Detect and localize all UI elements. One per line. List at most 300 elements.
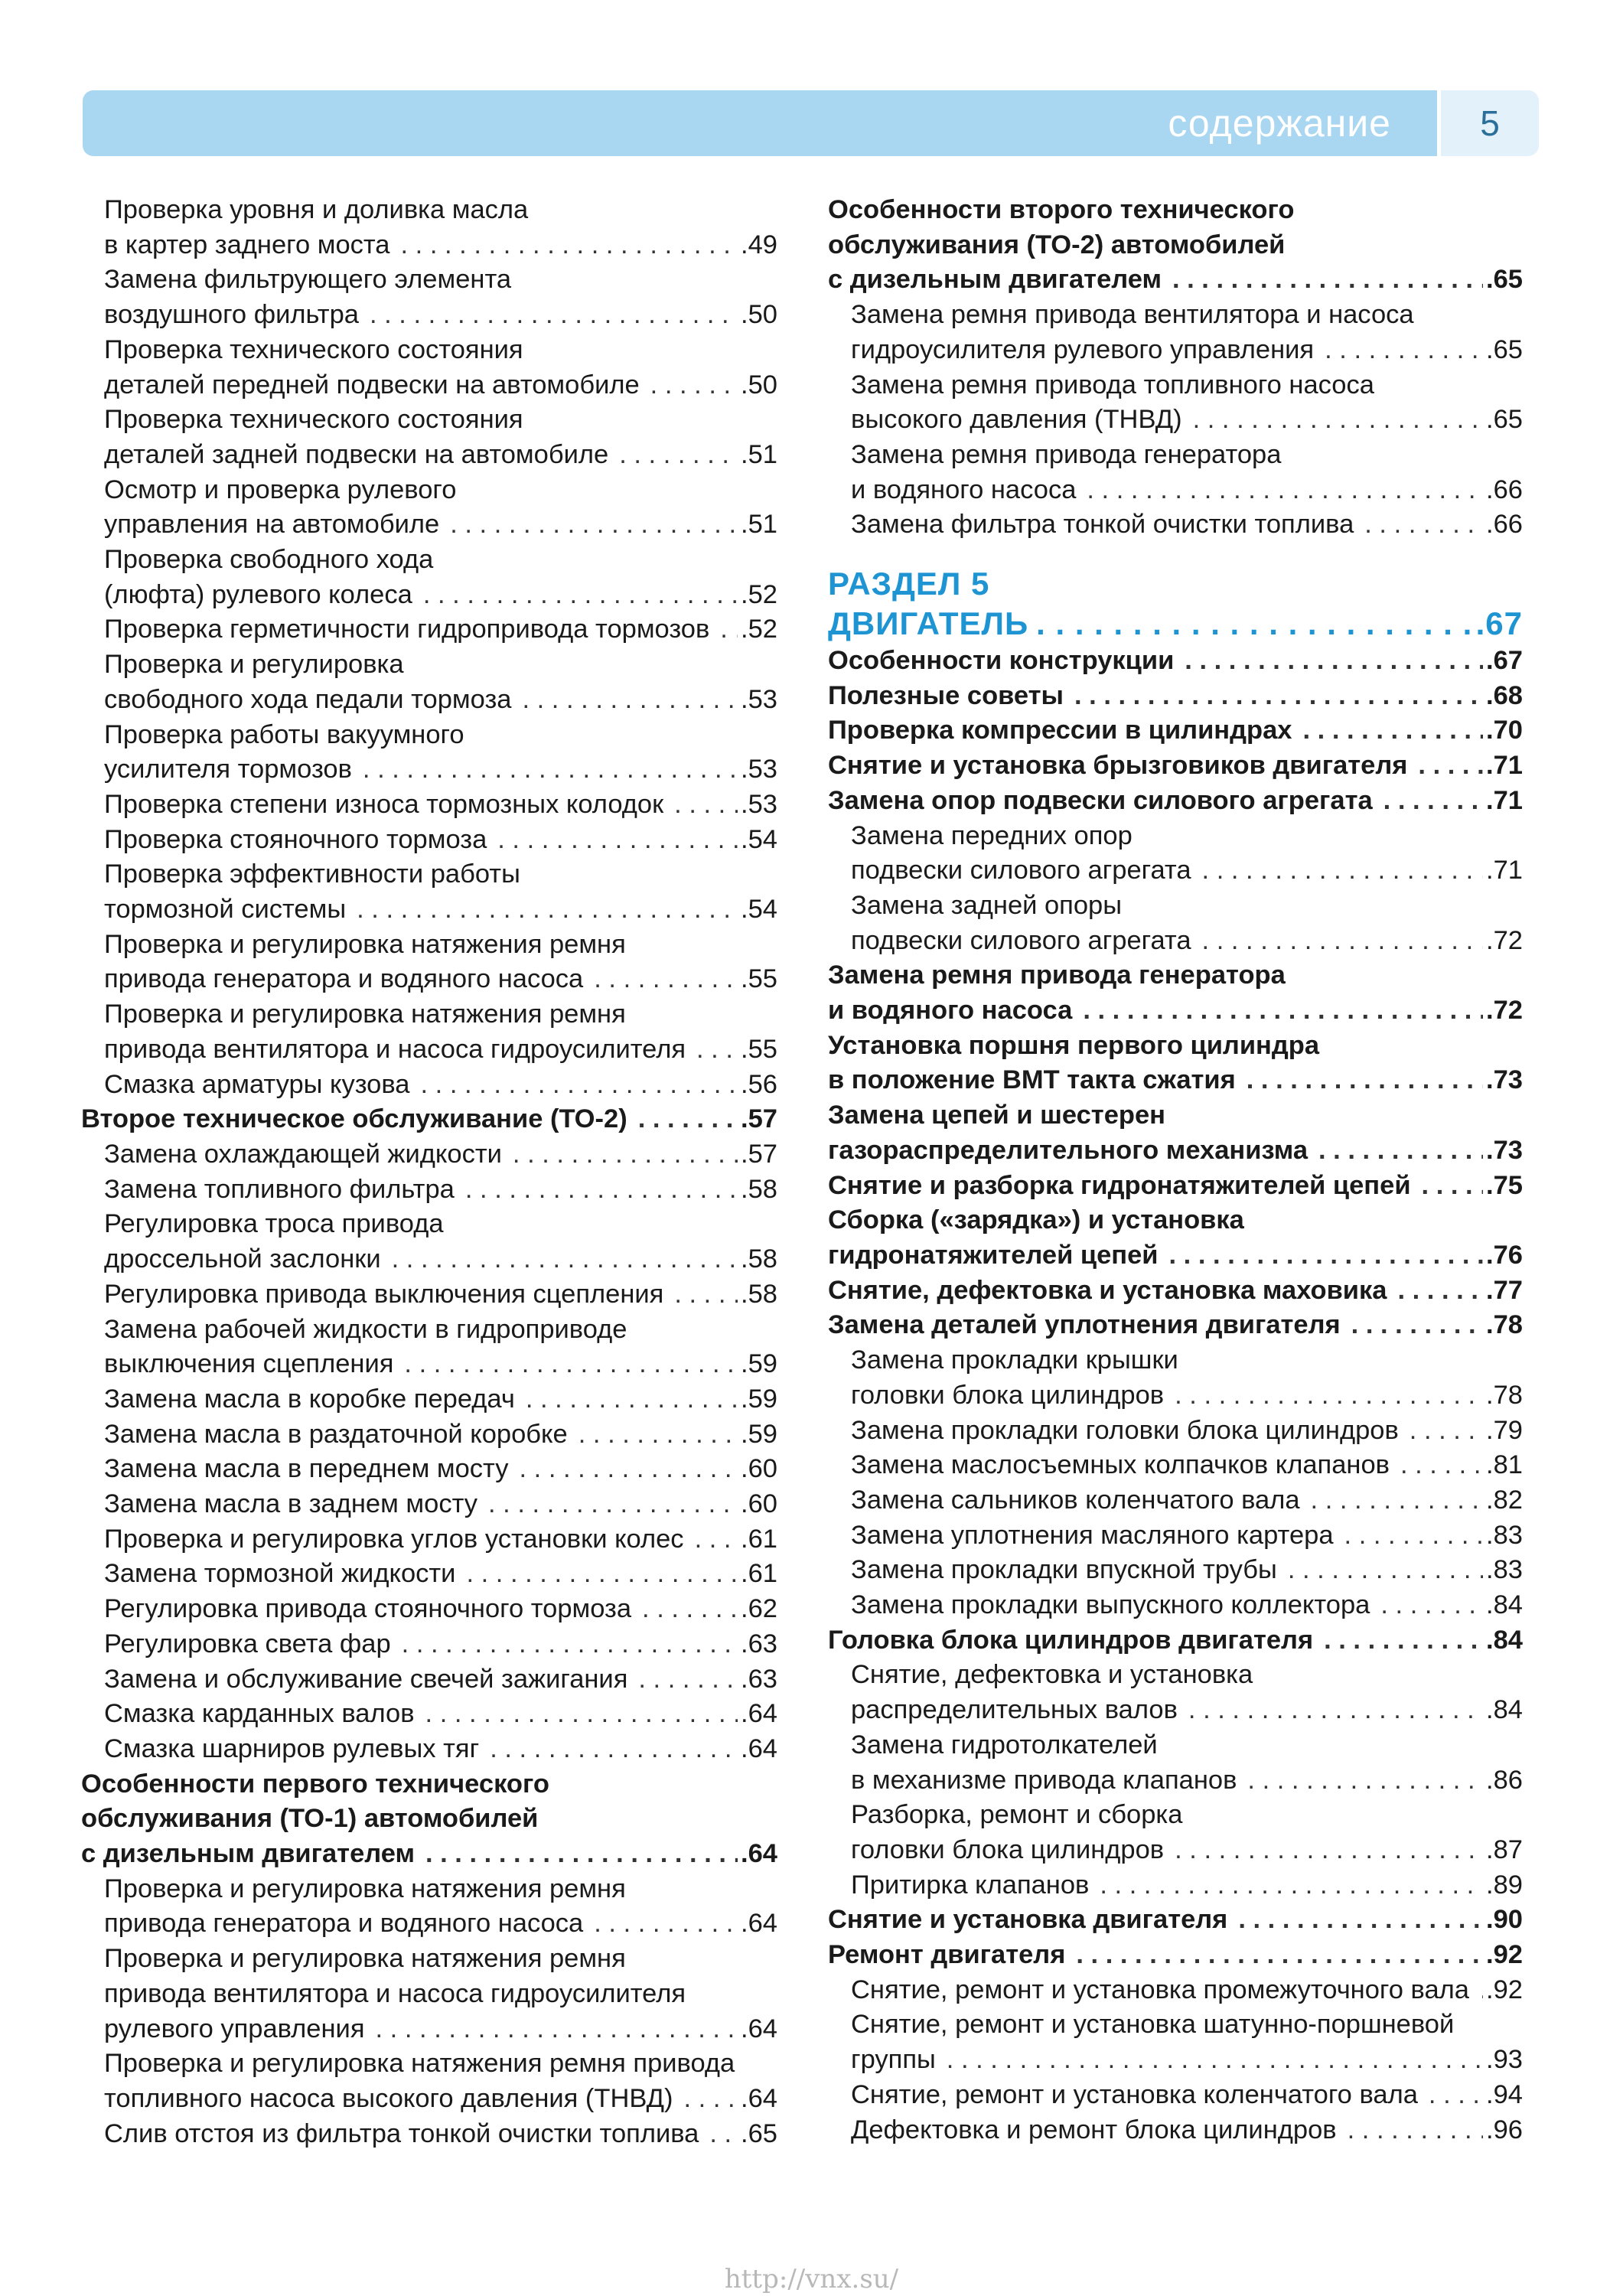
toc-entry-text: с дизельным двигателем <box>828 265 1162 295</box>
leader-dots <box>1422 1169 1484 1204</box>
toc-entry-text: Проверка герметичности гидропривода тормозов <box>104 615 710 644</box>
toc-entry-text: Замена деталей уплотнения двигателя <box>828 1310 1341 1340</box>
toc-entry[interactable] <box>828 819 1523 889</box>
leader-dots <box>1172 263 1483 298</box>
toc-entry[interactable] <box>81 1452 777 1487</box>
toc-entry[interactable] <box>828 298 1523 367</box>
leader-dots <box>1100 1868 1483 1903</box>
leader-dots <box>1202 924 1484 959</box>
toc-page-number: .94 <box>1486 2079 1523 2109</box>
toc-entry-text: Проверка и регулировка <box>104 650 404 680</box>
toc-entry[interactable] <box>81 1137 777 1172</box>
toc-page-number: .65 <box>1486 265 1523 295</box>
toc-entry[interactable] <box>81 1487 777 1522</box>
leader-dots <box>638 1662 738 1698</box>
toc-entry[interactable] <box>81 612 777 647</box>
toc-entry[interactable] <box>828 507 1523 543</box>
toc-entry-text: привода вентилятора и насоса гидроусилителя <box>104 1034 686 1064</box>
leader-dots <box>1087 473 1483 508</box>
toc-page-number: .60 <box>741 1454 777 1484</box>
toc-entry[interactable] <box>81 1942 777 2047</box>
toc-page-number: .78 <box>1486 1310 1523 1340</box>
toc-page-number: .90 <box>1486 1905 1523 1935</box>
toc-entry[interactable] <box>828 1343 1523 1413</box>
toc-entry[interactable] <box>81 1382 777 1417</box>
toc-chapter-entry[interactable] <box>828 1623 1523 1658</box>
toc-page-number: .84 <box>1486 1695 1523 1725</box>
toc-page-number: .83 <box>1486 1520 1523 1550</box>
toc-entry-text: Проверка и регулировка натяжения ремня <box>104 1944 626 1974</box>
section-title-row[interactable] <box>828 604 1523 644</box>
toc-entry-text: тормозной системы <box>104 895 347 925</box>
toc-entry-text: Снятие и установка двигателя <box>828 1905 1228 1935</box>
leader-dots <box>1074 679 1483 714</box>
toc-entry[interactable] <box>81 1277 777 1313</box>
toc-page-number: .64 <box>741 1839 777 1869</box>
toc-entry[interactable] <box>81 1697 777 1732</box>
toc-entry-text: в положение ВМТ такта сжатия <box>828 1065 1236 1095</box>
toc-entry-text: Проверка уровня и доливка масла <box>104 195 529 224</box>
leader-dots <box>466 1557 738 1592</box>
toc-entry-text: Проверка и регулировка натяжения ремня привода <box>104 2049 735 2079</box>
toc-chapter-entry[interactable] <box>828 1274 1523 1309</box>
leader-dots <box>1202 853 1484 889</box>
toc-chapter-entry[interactable] <box>828 193 1523 298</box>
section-title-text: ДВИГАТЕЛЬ <box>828 605 1029 642</box>
toc-entry-text: Замена гидротолкателей <box>851 1730 1158 1760</box>
leader-dots <box>1318 1133 1483 1169</box>
toc-entry[interactable] <box>81 1313 777 1382</box>
section-label-text: РАЗДЕЛ 5 <box>828 566 990 602</box>
leader-dots <box>1324 1623 1483 1658</box>
toc-entry-text: и водяного насоса <box>828 996 1073 1026</box>
toc-entry-text: Замена топливного фильтра <box>104 1174 455 1204</box>
toc-entry-text: привода генератора и водяного насоса <box>104 1909 584 1939</box>
toc-entry[interactable] <box>81 1417 777 1453</box>
leader-dots <box>1344 1518 1484 1554</box>
toc-entry[interactable] <box>81 1732 777 1767</box>
toc-entry[interactable] <box>828 1518 1523 1554</box>
toc-page-number: .59 <box>741 1419 777 1449</box>
leader-dots <box>638 1102 738 1137</box>
toc-page-number: .58 <box>741 1174 777 1204</box>
toc-entry-text: Замена прокладки впускной трубы <box>851 1555 1277 1585</box>
toc-page-number: .50 <box>741 370 777 400</box>
toc-entry-text: в картер заднего моста <box>104 230 390 259</box>
toc-entry[interactable] <box>81 1592 777 1627</box>
leader-dots <box>488 1487 738 1522</box>
toc-entry[interactable] <box>81 1557 777 1592</box>
toc-page-number: .55 <box>741 1034 777 1064</box>
toc-page-number: .64 <box>741 1733 777 1763</box>
toc-page-number: .65 <box>1486 405 1523 435</box>
toc-chapter-entry[interactable] <box>828 958 1523 1028</box>
toc-page-number: .73 <box>1486 1065 1523 1095</box>
toc-entry-text: Замена задней опоры <box>851 890 1123 920</box>
toc-entry-text: Снятие и разборка гидронатяжителей цепей <box>828 1170 1411 1200</box>
toc-entry-text: Проверка работы вакуумного <box>104 719 464 749</box>
leader-dots <box>376 2012 738 2047</box>
toc-entry-text: Замена ремня привода топливного насоса <box>851 370 1374 400</box>
toc-entry[interactable] <box>81 1207 777 1277</box>
toc-page-number: .55 <box>741 964 777 994</box>
leader-dots <box>522 683 738 718</box>
toc-right-bottom <box>828 644 1523 2148</box>
toc-page-number: .72 <box>1486 996 1523 1026</box>
toc-entry-text: Проверка и регулировка углов установки колес <box>104 1524 684 1554</box>
toc-entry[interactable] <box>828 1973 1523 2008</box>
toc-chapter-entry[interactable] <box>828 1169 1523 1204</box>
leader-dots <box>1193 403 1483 438</box>
toc-page-number: .83 <box>1486 1555 1523 1585</box>
toc-page-number: .53 <box>741 789 777 819</box>
toc-entry-text: Особенности конструкции <box>828 646 1175 676</box>
leader-dots <box>421 1068 738 1103</box>
toc-entry-text: Замена фильтрующего элемента <box>104 265 512 295</box>
leader-dots <box>1303 713 1484 748</box>
toc-entry-text: и водяного насоса <box>851 475 1077 504</box>
toc-entry[interactable] <box>828 1868 1523 1903</box>
toc-entry-text: управления на автомобиле <box>104 510 440 540</box>
toc-entry-text: Замена прокладки выпускного коллектора <box>851 1590 1370 1620</box>
leader-dots <box>720 612 738 647</box>
toc-page-number: .58 <box>741 1244 777 1274</box>
toc-entry-text: Смазка карданных валов <box>104 1699 415 1729</box>
leader-dots <box>684 2082 738 2117</box>
toc-entry-text: Осмотр и проверка рулевого <box>104 475 457 504</box>
toc-entry-text: Особенности первого технического <box>81 1769 549 1799</box>
toc-entry-text: Замена маслосъемных колпачков клапанов <box>851 1450 1390 1480</box>
toc-entry-text: Регулировка привода стояночного тормоза <box>104 1594 632 1624</box>
toc-page-number: .71 <box>1486 856 1523 885</box>
toc-entry-text: обслуживания (ТО-2) автомобилей <box>828 230 1286 259</box>
toc-chapter-entry[interactable] <box>828 1098 1523 1168</box>
toc-entry-text: Замена передних опор <box>851 820 1133 850</box>
toc-entry-text: Замена сальников коленчатого вала <box>851 1485 1300 1515</box>
leader-dots <box>696 1032 738 1068</box>
toc-entry-text: Снятие и установка брызговиков двигателя <box>828 751 1408 781</box>
toc-page-number: .49 <box>741 230 777 259</box>
leader-dots <box>650 368 738 403</box>
leader-dots <box>1311 1483 1483 1518</box>
toc-entry[interactable] <box>81 543 777 612</box>
toc-entry-text: Второе техническое обслуживание (ТО-2) <box>81 1104 627 1134</box>
leader-dots <box>526 1382 738 1417</box>
toc-page-number: .64 <box>741 2083 777 2113</box>
leader-dots <box>425 1697 738 1732</box>
leader-dots <box>519 1452 738 1487</box>
toc-entry-text: Замена прокладки крышки <box>851 1345 1178 1375</box>
toc-entry-text: Замена ремня привода вентилятора и насоса <box>851 300 1414 330</box>
toc-page-number: .92 <box>1486 1975 1523 2004</box>
toc-entry-text: Регулировка привода выключения сцепления <box>104 1279 664 1309</box>
toc-entry[interactable] <box>828 1588 1523 1623</box>
toc-entry[interactable] <box>828 1658 1523 1727</box>
toc-entry-text: дроссельной заслонки <box>104 1244 381 1274</box>
toc-entry-text: Замена масла в коробке передач <box>104 1384 515 1414</box>
toc-page-number: .56 <box>741 1069 777 1099</box>
toc-page-number: .61 <box>741 1524 777 1554</box>
toc-entry-text: Притирка клапанов <box>851 1870 1090 1900</box>
toc-entry-text: подвески силового агрегата <box>851 925 1191 955</box>
leader-dots <box>370 298 738 333</box>
leader-dots <box>578 1417 738 1453</box>
toc-entry[interactable] <box>81 1172 777 1208</box>
toc-entry-text: распределительных валов <box>851 1695 1178 1725</box>
toc-entry-text: Замена фильтра тонкой очистки топлива <box>851 510 1354 540</box>
leader-dots <box>1418 748 1483 784</box>
leader-dots <box>1288 1553 1483 1588</box>
toc-page-number: .63 <box>741 1664 777 1694</box>
toc-entry[interactable] <box>828 889 1523 958</box>
leader-dots <box>1083 993 1483 1029</box>
toc-entry-text: высокого давления (ТНВД) <box>851 405 1182 435</box>
toc-page-number: .62 <box>741 1594 777 1624</box>
toc-chapter-entry[interactable] <box>828 1203 1523 1273</box>
toc-page-number: .50 <box>741 300 777 330</box>
toc-entry-text: Ремонт двигателя <box>828 1940 1066 1970</box>
toc-entry-text: Замена прокладки головки блока цилиндров <box>851 1415 1399 1445</box>
toc-page-number: .59 <box>741 1384 777 1414</box>
toc-entry-text: Установка поршня первого цилиндра <box>828 1030 1320 1060</box>
leader-dots <box>1169 1238 1484 1274</box>
toc-page-number: .66 <box>1486 475 1523 504</box>
leader-dots <box>947 2043 1483 2078</box>
toc-entry[interactable] <box>81 333 777 403</box>
toc-page-number: .86 <box>1486 1765 1523 1795</box>
toc-entry[interactable] <box>81 403 777 472</box>
leader-dots <box>1238 1903 1483 1938</box>
leader-dots <box>1383 784 1483 819</box>
toc-entry-text: Замена рабочей жидкости в гидроприводе <box>104 1314 627 1344</box>
toc-entry-text: в механизме привода клапанов <box>851 1765 1237 1795</box>
toc-chapter-entry[interactable] <box>828 1308 1523 1343</box>
toc-chapter-entry[interactable] <box>828 679 1523 714</box>
toc-page-number: .78 <box>1486 1380 1523 1410</box>
toc-page-number: .52 <box>741 615 777 644</box>
toc-chapter-entry[interactable] <box>828 1029 1523 1098</box>
toc-entry[interactable] <box>81 1662 777 1698</box>
leader-dots <box>401 228 738 263</box>
toc-entry-text: Замена опор подвески силового агрегата <box>828 785 1373 815</box>
toc-entry-text: Замена уплотнения масляного картера <box>851 1520 1334 1550</box>
toc-page-number: .60 <box>741 1489 777 1519</box>
leader-dots <box>709 2117 738 2152</box>
toc-entry[interactable] <box>81 718 777 788</box>
leader-dots <box>1247 1063 1483 1098</box>
toc-page-number: .52 <box>741 579 777 609</box>
leader-dots <box>513 1137 738 1172</box>
toc-entry[interactable] <box>828 2007 1523 2077</box>
footer-url: http://vnx.su/ <box>724 2264 899 2294</box>
toc-page-number: .58 <box>741 1279 777 1309</box>
toc-page-number: .81 <box>1486 1450 1523 1480</box>
toc-entry-text: головки блока цилиндров <box>851 1835 1165 1864</box>
leader-dots <box>1429 2078 1483 2113</box>
leader-dots <box>1325 333 1483 368</box>
toc-right-column <box>828 193 1523 2148</box>
toc-entry-text: Дефектовка и ремонт блока цилиндров <box>851 2115 1337 2144</box>
toc-entry[interactable] <box>81 857 777 927</box>
toc-entry[interactable] <box>81 1068 777 1103</box>
toc-entry[interactable] <box>828 1414 1523 1449</box>
toc-entry[interactable] <box>828 1448 1523 1483</box>
leader-dots <box>402 1627 738 1662</box>
toc-entry-text: Замена и обслуживание свечей зажигания <box>104 1664 628 1694</box>
toc-chapter-entry[interactable] <box>828 784 1523 819</box>
toc-entry-text: привода генератора и водяного насоса <box>104 964 584 994</box>
toc-entry-text: Проверка эффективности работы <box>104 859 520 889</box>
toc-page-number: .84 <box>1486 1590 1523 1620</box>
leader-dots <box>594 1906 738 1942</box>
toc-entry-text: Проверка и регулировка натяжения ремня <box>104 929 626 959</box>
toc-entry-text: Проверка степени износа тормозных колодок <box>104 789 664 819</box>
toc-entry[interactable] <box>828 368 1523 438</box>
toc-chapter-entry[interactable] <box>828 713 1523 748</box>
toc-page-number: .70 <box>1486 716 1523 745</box>
toc-entry-text: обслуживания (ТО-1) автомобилей <box>81 1804 539 1834</box>
toc-entry[interactable] <box>828 2078 1523 2113</box>
toc-entry-text: Проверка свободного хода <box>104 545 434 575</box>
section-page: .67 <box>1475 605 1523 642</box>
toc-entry-text: Особенности второго технического <box>828 195 1295 224</box>
toc-entry[interactable] <box>81 2117 777 2152</box>
toc-entry-text: привода вентилятора и насоса гидроусилителя <box>104 1978 686 2008</box>
leader-dots <box>1480 1973 1483 2008</box>
toc-chapter-entry[interactable] <box>81 1102 777 1137</box>
header-bar <box>83 90 1437 156</box>
leader-dots <box>425 1837 738 1872</box>
leader-dots <box>465 1172 738 1208</box>
toc-entry[interactable] <box>81 2047 777 2116</box>
toc-entry[interactable] <box>828 1728 1523 1798</box>
toc-page-number: .57 <box>741 1104 777 1134</box>
toc-entry[interactable] <box>81 1627 777 1662</box>
toc-entry[interactable] <box>81 997 777 1067</box>
leader-dots <box>1397 1274 1483 1309</box>
toc-page-number: .82 <box>1486 1485 1523 1515</box>
toc-entry[interactable] <box>81 1522 777 1557</box>
toc-entry-text: деталей передней подвески на автомобиле <box>104 370 640 400</box>
toc-entry-text: Головка блока цилиндров двигателя <box>828 1625 1314 1655</box>
leader-dots <box>674 788 738 823</box>
toc-page-number: .96 <box>1486 2115 1523 2144</box>
section-label <box>828 564 1523 604</box>
toc-entry[interactable] <box>828 2113 1523 2148</box>
toc-entry[interactable] <box>81 473 777 543</box>
toc-chapter-entry[interactable] <box>828 644 1523 679</box>
toc-entry[interactable] <box>828 438 1523 507</box>
toc-entry-text: головки блока цилиндров <box>851 1380 1165 1410</box>
toc-entry-text: Замена цепей и шестерен <box>828 1101 1165 1130</box>
toc-entry[interactable] <box>81 788 777 823</box>
toc-chapter-entry[interactable] <box>828 748 1523 784</box>
toc-entry-text: Замена ремня привода генератора <box>828 960 1286 990</box>
toc-page-number: .73 <box>1486 1135 1523 1165</box>
toc-page-number: .71 <box>1486 785 1523 815</box>
toc-entry-text: Полезные советы <box>828 680 1064 710</box>
toc-entry-text: Замена тормозной жидкости <box>104 1559 456 1589</box>
toc-entry-text: Проверка технического состояния <box>104 405 523 435</box>
toc-page-number: .53 <box>741 755 777 784</box>
leader-dots <box>363 752 738 788</box>
toc-entry-text: рулевого управления <box>104 2014 365 2043</box>
toc-entry-text: деталей задней подвески на автомобиле <box>104 439 609 469</box>
toc-entry-text: Замена масла в заднем мосту <box>104 1489 478 1519</box>
toc-page-number: .79 <box>1486 1415 1523 1445</box>
toc-entry-text: Снятие, ремонт и установка шатунно-поршневой <box>851 2010 1455 2040</box>
toc-entry-text: Снятие, дефектовка и установка <box>851 1660 1253 1690</box>
toc-entry[interactable] <box>81 928 777 997</box>
toc-entry-text: Проверка и регулировка натяжения ремня <box>104 1874 626 1903</box>
toc-entry-text: Регулировка троса привода <box>104 1209 444 1239</box>
toc-entry[interactable] <box>81 647 777 717</box>
toc-entry-text: свободного хода педали тормоза <box>104 684 512 714</box>
toc-chapter-entry[interactable] <box>81 1767 777 1872</box>
toc-left-column <box>81 193 777 2151</box>
toc-entry-text: Смазка арматуры кузова <box>104 1069 410 1099</box>
toc-entry[interactable] <box>81 823 777 858</box>
toc-entry-text: Проверка компрессии в цилиндрах <box>828 716 1292 745</box>
toc-entry-text: (люфта) рулевого колеса <box>104 579 412 609</box>
toc-page-number: .59 <box>741 1349 777 1379</box>
toc-page-number: .65 <box>741 2118 777 2148</box>
leader-dots <box>357 892 738 928</box>
toc-entry-text: выключения сцепления <box>104 1349 394 1379</box>
toc-entry-text: Замена ремня привода генератора <box>851 439 1282 469</box>
toc-entry-text: с дизельным двигателем <box>81 1839 415 1869</box>
leader-dots <box>1247 1763 1483 1799</box>
toc-entry[interactable] <box>81 193 777 263</box>
toc-entry[interactable] <box>81 263 777 332</box>
toc-page-number: .72 <box>1486 925 1523 955</box>
toc-entry-text: топливного насоса высокого давления (ТНВД) <box>104 2083 673 2113</box>
toc-page-number: .67 <box>1486 646 1523 676</box>
toc-entry[interactable] <box>81 1872 777 1942</box>
toc-entry-text: Снятие, дефектовка и установка маховика <box>828 1275 1387 1305</box>
toc-page-number: .65 <box>1486 334 1523 364</box>
toc-entry-text: усилителя тормозов <box>104 755 352 784</box>
toc-chapter-entry[interactable] <box>828 1903 1523 1938</box>
toc-page-number: .51 <box>741 439 777 469</box>
toc-chapter-entry[interactable] <box>828 1938 1523 1973</box>
section-heading-block <box>828 564 1523 644</box>
toc-right-top <box>828 193 1523 543</box>
toc-entry-text: подвески силового агрегата <box>851 856 1191 885</box>
leader-dots <box>695 1522 738 1557</box>
leader-dots <box>392 1242 738 1277</box>
toc-entry-text: газораспределительного механизма <box>828 1135 1309 1165</box>
toc-page-number: .64 <box>741 1909 777 1939</box>
toc-page-number: .84 <box>1486 1625 1523 1655</box>
toc-entry[interactable] <box>828 1798 1523 1867</box>
toc-page-number: .61 <box>741 1559 777 1589</box>
toc-entry-text: группы <box>851 2045 936 2075</box>
toc-entry-text: Снятие, ремонт и установка коленчатого вала <box>851 2079 1418 2109</box>
toc-entry-text: Слив отстоя из фильтра тонкой очистки топлива <box>104 2118 699 2148</box>
toc-entry[interactable] <box>828 1553 1523 1588</box>
toc-entry-text: Смазка шарниров рулевых тяг <box>104 1733 480 1763</box>
toc-page-number: .93 <box>1486 2045 1523 2075</box>
page-number: 5 <box>1441 90 1539 156</box>
toc-page-number: .64 <box>741 2014 777 2043</box>
toc-entry-text: Снятие, ремонт и установка промежуточного вала <box>851 1975 1469 2004</box>
leader-dots <box>1410 1414 1483 1449</box>
toc-page-number: .51 <box>741 510 777 540</box>
toc-page-number: .57 <box>741 1139 777 1169</box>
toc-entry[interactable] <box>828 1483 1523 1518</box>
toc-entry-text: Сборка («зарядка») и установка <box>828 1205 1244 1235</box>
